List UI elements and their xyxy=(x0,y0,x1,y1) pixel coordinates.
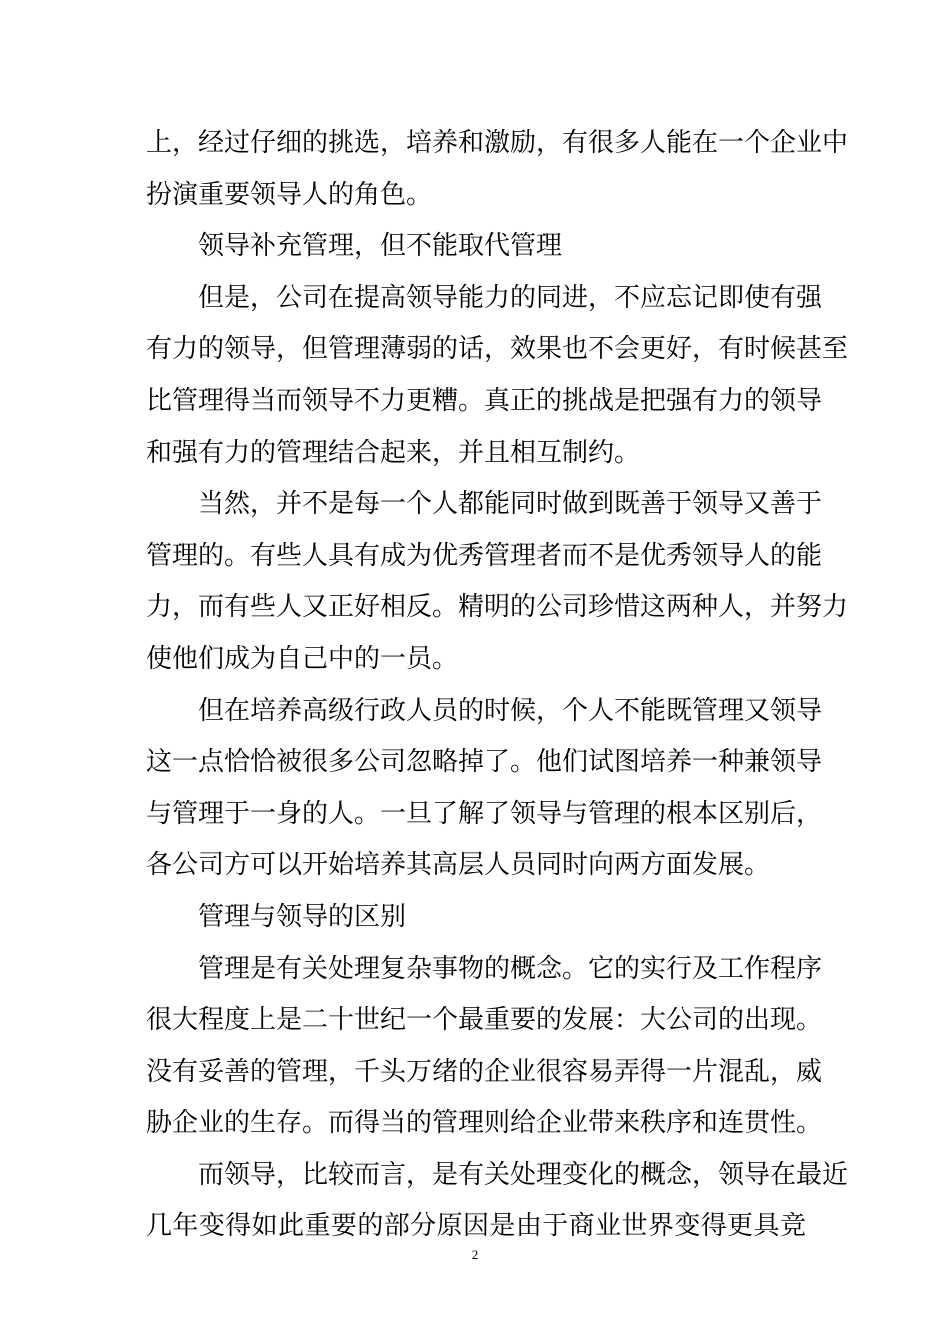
section-heading: 领导补充管理，但不能取代管理 xyxy=(198,231,563,262)
text-line: 上，经过仔细的挑选，培养和激励，有很多人能在一个企业中 xyxy=(146,128,849,158)
text-line: 力，而有些人又正好相反。精明的公司珍惜这两种人，并努力 xyxy=(146,592,849,623)
text-line: 这一点恰恰被很多公司忽略掉了。他们试图培养一种兼领导 xyxy=(146,747,823,778)
text-line: 胁企业的生存。而得当的管理则给企业带来秩序和连贯性。 xyxy=(146,1108,823,1139)
text-line: 与管理于一身的人。一旦了解了领导与管理的根本区别后， xyxy=(146,798,823,829)
text-line: 扮演重要领导人的角色。 xyxy=(146,179,433,210)
text-line: 当然，并不是每一个人都能同时做到既善于领导又善于 xyxy=(198,489,823,520)
text-line: 管理的。有些人具有成为优秀管理者而不是优秀领导人的能 xyxy=(146,540,823,571)
text-line: 各公司方可以开始培养其高层人员同时向两方面发展。 xyxy=(146,850,771,881)
section-heading: 管理与领导的区别 xyxy=(198,901,407,932)
text-line: 而领导，比较而言，是有关处理变化的概念，领导在最近 xyxy=(198,1159,849,1190)
body-text xyxy=(146,118,849,1253)
text-line: 比管理得当而领导不力更糟。真正的挑战是把强有力的领导 xyxy=(146,385,823,416)
page-number: 2 xyxy=(471,1247,479,1262)
text-line: 但在培养高级行政人员的时候，个人不能既管理又领导 xyxy=(198,695,823,726)
text-line: 有力的领导，但管理薄弱的话，效果也不会更好，有时候甚至 xyxy=(146,334,849,365)
text-line: 和强有力的管理结合起来，并且相互制约。 xyxy=(146,437,641,468)
text-line: 几年变得如此重要的部分原因是由于商业世界变得更具竞 xyxy=(146,1211,806,1242)
text-line: 但是，公司在提高领导能力的同进，不应忘记即使有强 xyxy=(198,282,823,313)
text-line: 没有妥善的管理，千头万绪的企业很容易弄得一片混乱，威 xyxy=(146,1056,823,1087)
text-line: 管理是有关处理复杂事物的概念。它的实行及工作程序 xyxy=(198,953,823,984)
text-line: 使他们成为自己中的一员。 xyxy=(146,643,459,674)
text-line: 很大程度上是二十世纪一个最重要的发展：大公司的出现。 xyxy=(146,1005,823,1036)
